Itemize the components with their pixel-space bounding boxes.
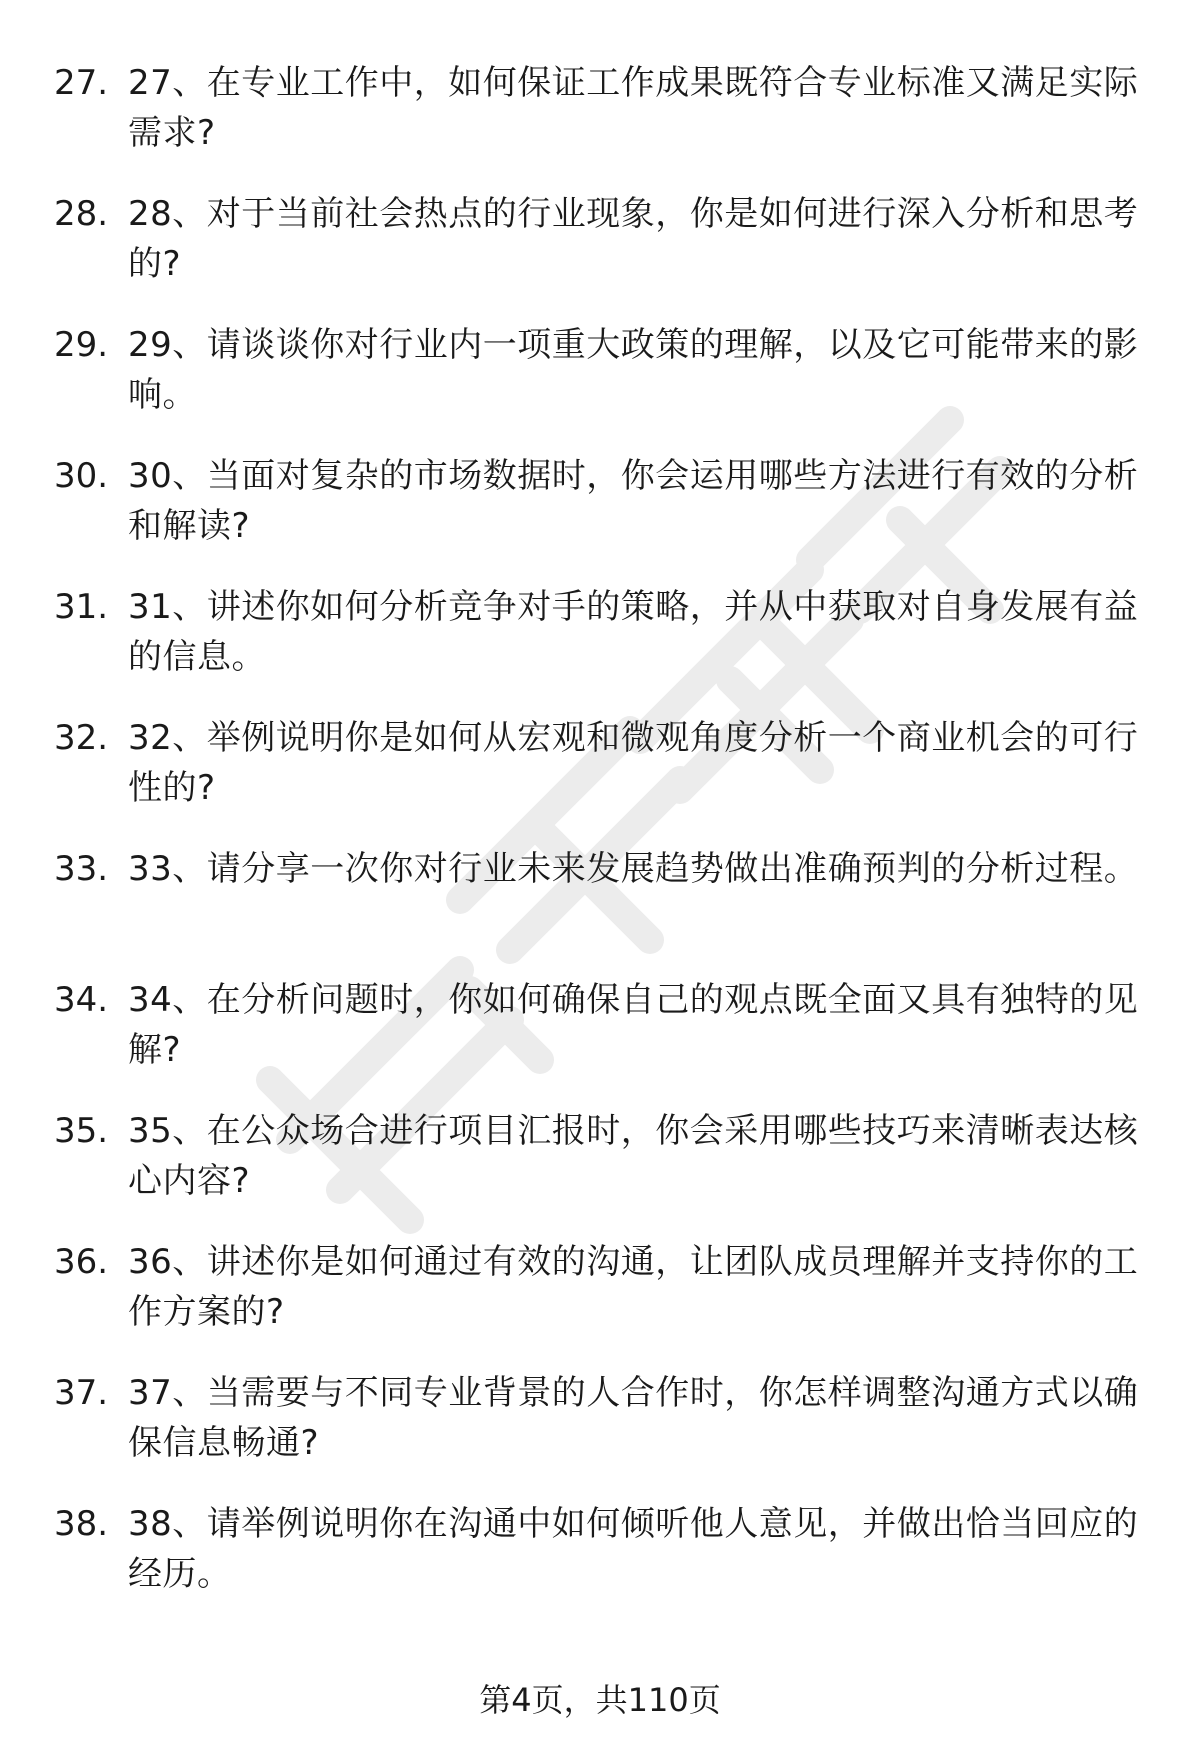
list-item (0, 713, 1200, 844)
question-number: 36. (54, 1242, 109, 1282)
question-number: 29. (54, 325, 109, 365)
question-number: 28. (54, 194, 109, 234)
question-text: 36、讲述你是如何通过有效的沟通，让团队成员理解并支持你的工作方案的? (128, 1242, 1139, 1332)
question-text: 31、讲述你如何分析竞争对手的策略，并从中获取对自身发展有益的信息。 (128, 587, 1139, 677)
list-item (0, 844, 1200, 975)
question-text: 29、请谈谈你对行业内一项重大政策的理解，以及它可能带来的影响。 (128, 325, 1139, 415)
question-number: 33. (54, 849, 109, 889)
page-number: 第4页，共110页 (479, 1681, 721, 1719)
list-item (0, 1368, 1200, 1499)
list-item (0, 975, 1200, 1106)
list-item (0, 58, 1200, 189)
question-text: 35、在公众场合进行项目汇报时，你会采用哪些技巧来清晰表达核心内容? (128, 1111, 1139, 1201)
question-number: 37. (54, 1373, 109, 1413)
question-text: 34、在分析问题时，你如何确保自己的观点既全面又具有独特的见解? (128, 980, 1139, 1070)
question-text: 32、举例说明你是如何从宏观和微观角度分析一个商业机会的可行性的? (128, 718, 1139, 808)
list-item (0, 1106, 1200, 1237)
question-text: 38、请举例说明你在沟通中如何倾听他人意见，并做出恰当回应的经历。 (128, 1504, 1139, 1594)
question-number: 27. (54, 63, 109, 103)
question-number: 35. (54, 1111, 109, 1151)
list-item (0, 1237, 1200, 1368)
question-number: 34. (54, 980, 109, 1020)
list-item (0, 582, 1200, 713)
question-number: 30. (54, 456, 109, 496)
question-number: 31. (54, 587, 109, 627)
question-text: 33、请分享一次你对行业未来发展趋势做出准确预判的分析过程。 (128, 849, 1139, 889)
question-text: 30、当面对复杂的市场数据时，你会运用哪些方法进行有效的分析和解读? (128, 456, 1139, 546)
question-text: 28、对于当前社会热点的行业现象，你是如何进行深入分析和思考的? (128, 194, 1139, 284)
question-list (0, 58, 1200, 1630)
list-item (0, 1499, 1200, 1630)
question-text: 27、在专业工作中，如何保证工作成果既符合专业标准又满足实际需求? (128, 63, 1139, 153)
question-number: 32. (54, 718, 109, 758)
list-item (0, 189, 1200, 320)
list-item (0, 451, 1200, 582)
list-item (0, 320, 1200, 451)
question-text: 37、当需要与不同专业背景的人合作时，你怎样调整沟通方式以确保信息畅通? (128, 1373, 1139, 1463)
question-number: 38. (54, 1504, 109, 1544)
